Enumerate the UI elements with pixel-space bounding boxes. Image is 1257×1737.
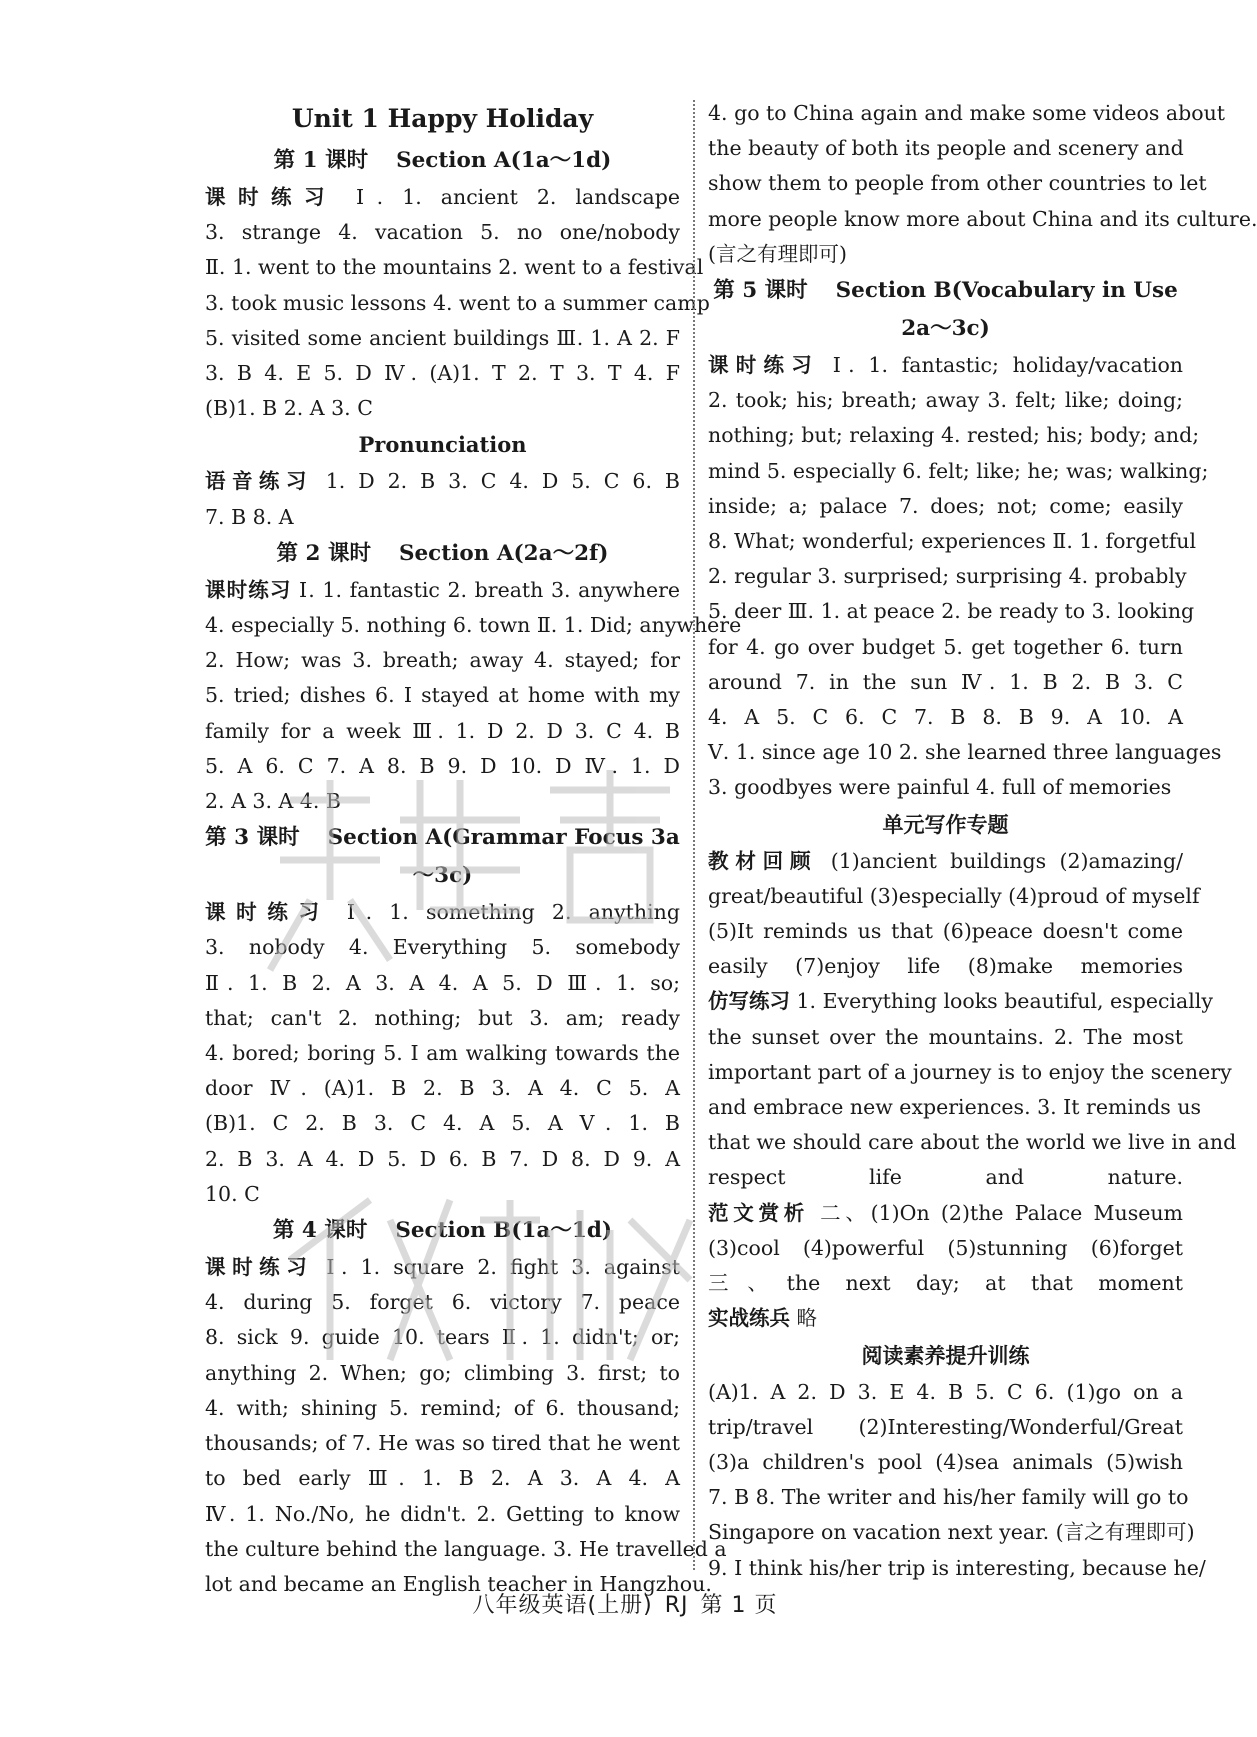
answer-line [708,1266,1183,1301]
answer-line [205,391,680,426]
answer-text: Ⅱ. 1. went to the mountains 2. went to a festival [205,255,704,280]
answer-text: 5. deer Ⅲ. 1. at peace 2. be ready to 3. looking [708,599,1195,624]
answer-text: 10. C [205,1181,260,1206]
reading-heading: 阅读素养提升训练 [861,1342,1030,1368]
exercise-label: 课时练习 [205,900,330,925]
lesson-number: 第 4 课时 [272,1218,368,1244]
answer-text: 4. A 5. C 6. C 7. B 8. B 9. A 10. A [708,705,1183,730]
answer-text: 3. nobody 4. Everything 5. somebody [205,935,680,960]
answer-line [205,250,704,285]
answer-text: 8. sick 9. guide 10. tears Ⅱ. 1. didn't; or; [205,1325,680,1350]
answer-line [708,131,1183,166]
answer-line [205,678,680,713]
answer-text: 5. A 6. C 7. A 8. B 9. D 10. D Ⅳ. 1. D [205,753,680,778]
answer-line [708,594,1195,629]
answer-text: 7. B 8. A [205,504,294,529]
writing-heading: 单元写作专题 [882,811,1009,837]
answer-text: Ⅴ. 1. since age 10 2. she learned three languages [708,740,1222,765]
answer-line [708,1160,1183,1195]
lesson-section: Section A(Grammar Focus 3a～3c) [327,825,680,889]
answer-text: (B)1. B 2. A 3. C [205,396,373,421]
answer-line [205,180,680,215]
answer-line [708,166,1207,201]
answer-line [205,1532,727,1567]
answer-line [205,215,680,250]
answer-line [205,643,680,678]
answer-text: to bed early Ⅲ. 1. B 2. A 3. A 4. A [205,1466,680,1491]
answer-text: and embrace new experiences. 3. It reminds us [708,1095,1202,1120]
answer-text: anything 2. When; go; climbing 3. first; to [205,1360,680,1385]
lesson-section: Section B(1a～1d) [395,1218,613,1244]
answer-text: family for a week Ⅲ. 1. D 2. D 3. C 4. B [205,718,680,743]
answer-text: Ⅰ. 1. fantastic; holiday/vacation [819,353,1183,378]
lesson-1-heading [205,142,680,180]
exercise-label: 课时练习 [205,185,338,209]
answer-text: (B)1. C 2. B 3. C 4. A 5. A Ⅴ. 1. B [205,1111,680,1136]
answer-text: nothing; but; relaxing 4. rested; his; body; and; [708,423,1200,448]
answer-text: (言之有理即可) [708,241,847,266]
answer-line [708,489,1183,524]
right-column [708,96,1257,1586]
answer-text: door Ⅳ. (A)1. B 2. B 3. A 4. C 5. A [205,1076,680,1101]
answer-line [205,500,680,535]
answer-line [205,573,680,608]
answer-text: easily (7)enjoy life (8)make memories [708,954,1183,979]
answer-text: inside; a; palace 7. does; not; come; easily [708,493,1183,518]
answer-line [708,96,1226,131]
answer-line [708,202,1257,237]
exercise-label: 仿写练习 [708,989,790,1014]
answer-text: 7. B 8. The writer and his/her family will go to [708,1485,1189,1510]
lesson-2-heading [205,535,680,573]
answer-line [708,879,1200,914]
answer-text: 4. especially 5. nothing 6. town Ⅱ. 1. Did; anywhere [205,613,742,638]
watermark-stamp [250,760,710,1380]
lesson-section: Section A(2a～2f) [398,540,609,566]
answer-text: that; can't 2. nothing; but 3. am; ready [205,1005,680,1030]
answer-line [205,464,680,499]
answer-line [205,1497,680,1532]
answer-line [205,356,680,391]
answer-text: 2. took; his; breath; away 3. felt; like; doing; [708,388,1183,413]
answer-text: (5)It reminds us that (6)peace doesn't come [708,919,1183,944]
answer-text: the beauty of both its people and scenery and [708,136,1184,161]
answer-line [708,949,1183,984]
unit-title: Unit 1 Happy Holiday [291,104,594,133]
lesson-section: Section B(Vocabulary in Use 2a～3c) [835,278,1178,342]
answer-line [708,1375,1183,1410]
answer-line [205,1426,680,1461]
exercise-label: 实战练兵 [708,1306,790,1331]
answer-line [205,286,710,321]
answer-line [708,237,1183,272]
answer-text: 4. with; shining 5. remind; of 6. thousand; [205,1395,680,1420]
answer-line [708,770,1183,805]
answer-line [708,844,1183,879]
answer-line [205,1461,680,1496]
writing-answers [708,844,1237,1337]
answer-text: 2. regular 3. surprised; surprising 4. probably [708,564,1187,589]
answer-text: great/beautiful (3)especially (4)proud of myself [708,883,1200,908]
answer-line [708,524,1197,559]
answer-line [708,984,1213,1019]
answer-line [205,321,680,356]
answer-text: mind 5. especially 6. felt; like; he; was; walking; [708,458,1209,483]
answer-text: 8. What; wonderful; experiences Ⅱ. 1. forgetful [708,529,1197,554]
lesson-number: 第 3 课时 [205,825,300,851]
answer-text: trip/travel (2)Interesting/Wonderful/Great [708,1414,1183,1439]
answer-text: around 7. in the sun Ⅳ. 1. B 2. B 3. C [708,669,1183,694]
answer-line [708,1445,1183,1480]
lesson-1-answers [205,180,710,426]
answer-text: 1. D 2. B 3. C 4. D 5. C 6. B [312,469,680,494]
answer-text: Ⅰ. 1. fantastic 2. breath 3. anywhere [291,577,681,602]
answer-line [708,665,1183,700]
answer-text: respect life and nature. [708,1165,1183,1190]
pronunciation-answers [205,464,680,534]
answer-text: Ⅰ. 1. ancient 2. landscape [337,185,681,209]
footer-grade: 八年级英语(上册) [472,1593,653,1618]
answer-line [708,1301,1183,1336]
lesson-4-continued [708,96,1257,272]
answer-line [205,608,742,643]
answer-line [708,1020,1183,1055]
answer-line [708,559,1187,594]
answer-text: 3. took music lessons 4. went to a summer camp [205,290,710,315]
answer-text: 2. B 3. A 4. D 5. D 6. B 7. D 8. D 9. A [205,1146,680,1171]
answer-text: more people know more about China and its culture. [708,206,1257,231]
answer-line [708,454,1209,489]
exercise-label: 范文赏析 [708,1200,809,1225]
answer-text: for 4. go over budget 5. get together 6. turn [708,634,1183,659]
answer-line [708,1231,1183,1266]
exercise-label: 课时练习 [205,1255,314,1280]
answer-line [708,735,1222,770]
answer-text: Ⅰ. 1. something 2. anything [329,900,680,925]
answer-text: 2. A 3. A 4. B [205,789,341,814]
answer-text: that we should care about the world we live in and [708,1130,1237,1155]
answer-text: 9. I think his/her trip is interesting, because he/ [708,1555,1206,1580]
exercise-label: 语音练习 [205,469,313,494]
lesson-number: 第 1 课时 [273,148,369,173]
answer-line [708,1551,1206,1586]
pronunciation-heading: Pronunciation [358,432,527,458]
answer-text: show them to people from other countries to let [708,171,1207,196]
footer-edition: RJ [664,1593,689,1618]
answer-text: 4. go to China again and make some videos about [708,101,1226,125]
answer-line [708,1410,1183,1445]
answer-text: 1. Everything looks beautiful, especially [790,989,1213,1014]
answer-text: 4. during 5. forget 6. victory 7. peace [205,1290,680,1315]
answer-text: 3. strange 4. vacation 5. no one/nobody [205,220,680,245]
answer-text: Singapore on vacation next year. (言之有理即可) [708,1520,1195,1545]
answer-line [708,1125,1237,1160]
lesson-number: 第 2 课时 [276,540,371,566]
answer-line [708,348,1183,383]
exercise-label: 课时练习 [205,577,292,602]
answer-line [708,700,1183,735]
answer-text: the sunset over the mountains. 2. The most [708,1024,1183,1049]
answer-text: 3. goodbyes were painful 4. full of memories [708,775,1172,800]
exercise-label: 课时练习 [708,353,819,378]
answer-text: 4. bored; boring 5. I am walking towards the [205,1041,680,1066]
answer-text: important part of a journey is to enjoy the scenery [708,1059,1232,1084]
answer-text: (1)ancient buildings (2)amazing/ [817,848,1183,873]
answer-text: 三、the next day; at that moment [708,1271,1183,1296]
answer-text: Ⅱ. 1. B 2. A 3. A 4. A 5. D Ⅲ. 1. so; [205,970,680,995]
answer-text: thousands; of 7. He was so tired that he went [205,1431,680,1456]
answer-line [708,1515,1195,1550]
answer-text: 5. visited some ancient buildings Ⅲ. 1. A 2. F [205,325,680,350]
answer-text: the culture behind the language. 3. He travelled a [205,1536,727,1561]
answer-text: 二、(1)On (2)the Palace Museum [808,1200,1183,1225]
answer-line [708,914,1183,949]
answer-text: 5. tried; dishes 6. I stayed at home with my [205,683,680,708]
answer-line [708,1090,1202,1125]
reading-answers [708,1375,1206,1586]
lesson-5-answers [708,348,1222,806]
answer-text: 3. B 4. E 5. D Ⅳ. (A)1. T 2. T 3. T 4. F [205,361,680,386]
answer-line [708,630,1183,665]
answer-text: lot and became an English teacher in Hangzhou. [205,1571,712,1596]
answer-text: 略 [790,1306,818,1331]
answer-text: (3)cool (4)powerful (5)stunning (6)forget [708,1235,1183,1260]
answer-text: 2. How; was 3. breath; away 4. stayed; for [205,648,680,673]
answer-line [205,1391,680,1426]
lesson-5-heading [708,272,1183,348]
answer-text: (3)a children's pool (4)sea animals (5)wish [708,1449,1183,1474]
exercise-label: 教材回顾 [708,848,818,873]
answer-line [205,714,680,749]
footer-page-number: 第 1 页 [700,1593,778,1618]
answer-line [708,418,1200,453]
page-footer [0,1588,1250,1619]
answer-line [708,1480,1189,1515]
answer-line [708,1055,1232,1090]
answer-text: (A)1. A 2. D 3. E 4. B 5. C 6. (1)go on a [708,1379,1183,1404]
lesson-section: Section A(1a～1d) [396,148,612,173]
answer-line [708,383,1183,418]
answer-text: Ⅳ. 1. No./No, he didn't. 2. Getting to know [205,1501,680,1526]
answer-text: Ⅰ. 1. square 2. fight 3. against [313,1255,681,1280]
lesson-number: 第 5 课时 [713,278,808,304]
answer-line [708,1196,1183,1231]
